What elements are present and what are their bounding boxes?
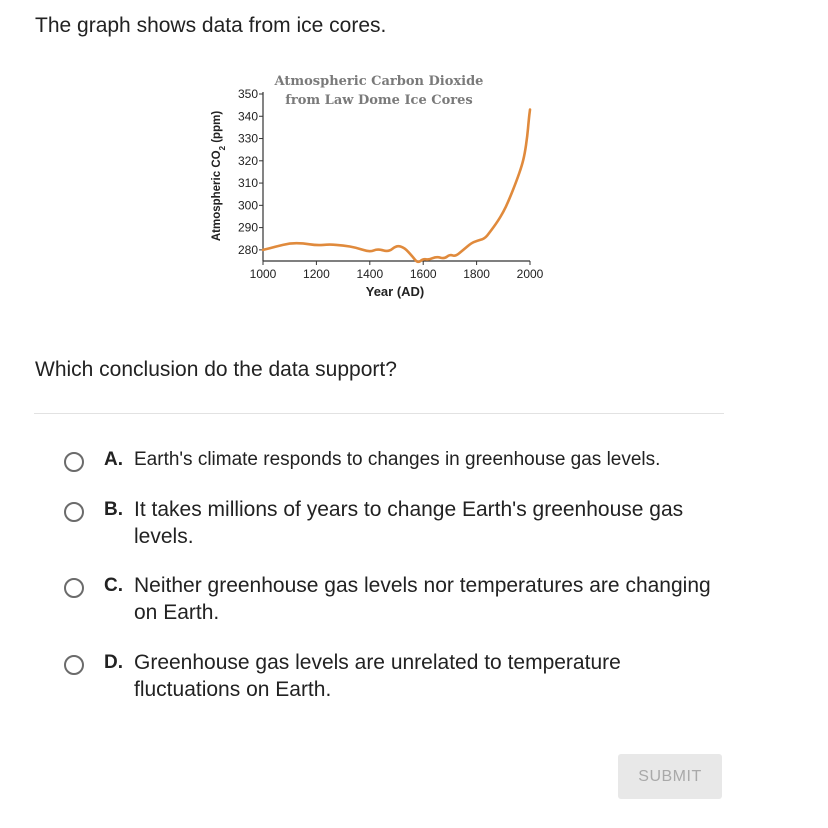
x-tick-label: 1200 <box>303 267 330 281</box>
choice-d[interactable] <box>64 649 724 703</box>
choice-a-letter: A. <box>104 449 123 470</box>
x-tick-label: 1000 <box>249 267 277 281</box>
radio-a[interactable] <box>64 452 84 472</box>
question-text: Which conclusion do the data support? <box>35 358 397 381</box>
co2-chart-svg <box>200 66 560 306</box>
x-tick-label: 2000 <box>516 267 544 281</box>
co2-series-line <box>263 110 530 262</box>
choice-c-text: Neither greenhouse gas levels nor temperatures are changing on Earth. <box>134 574 711 624</box>
choice-b-text: It takes millions of years to change Earth's greenhouse gas levels. <box>134 498 684 548</box>
y-tick-label: 320 <box>237 153 258 168</box>
radio-b[interactable] <box>64 502 84 522</box>
y-tick-label: 280 <box>237 242 258 257</box>
co2-chart <box>200 66 560 306</box>
radio-c[interactable] <box>64 578 84 598</box>
y-tick-label: 310 <box>237 176 258 191</box>
x-tick-label: 1600 <box>409 267 437 281</box>
choice-c-letter: C. <box>104 575 123 596</box>
question-prompt: The graph shows data from ice cores. <box>35 14 387 37</box>
choice-c[interactable] <box>64 572 724 626</box>
chart-title: Atmospheric Carbon Dioxide <box>274 74 484 89</box>
y-tick-label: 290 <box>237 220 258 235</box>
choice-d-text: Greenhouse gas levels are unrelated to temperature fluctuations on Earth. <box>134 651 621 701</box>
y-tick-label: 300 <box>237 198 258 213</box>
submit-button[interactable]: SUBMIT <box>618 754 722 799</box>
y-tick-label: 350 <box>237 87 258 101</box>
y-tick-label: 330 <box>237 131 258 146</box>
choice-b-letter: B. <box>104 499 123 520</box>
x-tick-label: 1800 <box>463 267 490 281</box>
chart-ylabel: Atmospheric $CO_2$ (ppm) <box>211 110 227 242</box>
x-tick-label: 1400 <box>356 267 384 281</box>
chart-xlabel: Year (AD) <box>365 284 425 299</box>
choice-d-letter: D. <box>104 652 123 673</box>
divider <box>34 413 724 414</box>
radio-d[interactable] <box>64 655 84 675</box>
chart-subtitle: from Law Dome Ice Cores <box>285 93 473 108</box>
y-tick-label: 340 <box>237 109 258 124</box>
choice-a-text: Earth's climate responds to changes in greenhouse gas levels. <box>134 449 661 470</box>
choice-a[interactable] <box>64 446 724 473</box>
choice-b[interactable] <box>64 496 724 550</box>
